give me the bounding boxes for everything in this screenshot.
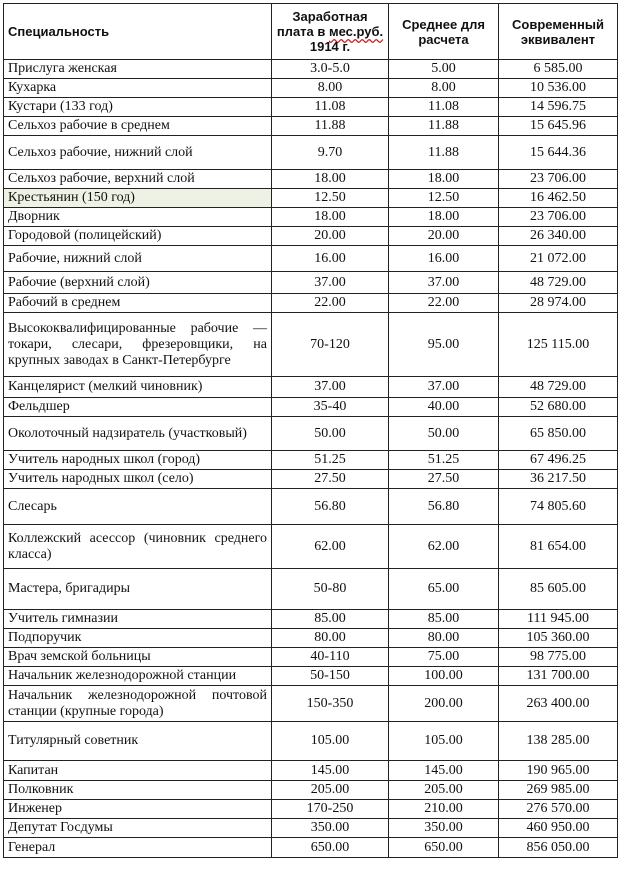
cell-modern: 460 950.00 (499, 819, 618, 838)
cell-salary: 205.00 (272, 781, 389, 800)
cell-specialty: Слесарь (4, 489, 272, 525)
header-average (389, 4, 499, 60)
cell-modern: 98 775.00 (499, 648, 618, 667)
cell-modern: 190 965.00 (499, 761, 618, 781)
cell-average: 80.00 (389, 629, 499, 648)
header-salary-line2: плата в (276, 24, 329, 39)
cell-specialty: Кухарка (4, 79, 272, 98)
cell-average: 22.00 (389, 294, 499, 313)
cell-average: 5.00 (389, 60, 499, 79)
header-specialty (4, 4, 272, 60)
table-row (4, 781, 618, 800)
cell-average: 62.00 (389, 525, 499, 569)
cell-salary: 51.25 (272, 451, 389, 470)
cell-specialty: Инженер (4, 800, 272, 819)
table-row (4, 569, 618, 610)
cell-modern: 52 680.00 (499, 398, 618, 417)
header-specialty-label: Специальность (8, 24, 110, 39)
cell-specialty: Учитель народных школ (село) (4, 470, 272, 489)
table-row (4, 417, 618, 451)
cell-specialty: Начальник железнодорожной станции (4, 667, 272, 686)
cell-modern: 85 605.00 (499, 569, 618, 610)
cell-specialty: Врач земской больницы (4, 648, 272, 667)
cell-average: 37.00 (389, 272, 499, 294)
cell-salary: 56.80 (272, 489, 389, 525)
table-row (4, 98, 618, 117)
table-row (4, 313, 618, 377)
cell-salary: 16.00 (272, 246, 389, 272)
cell-salary: 37.00 (272, 377, 389, 398)
cell-salary: 8.00 (272, 79, 389, 98)
cell-specialty: Крестьянин (150 год) (4, 189, 272, 208)
cell-specialty: Рабочие (верхний слой) (4, 272, 272, 294)
cell-specialty: Канцелярист (мелкий чиновник) (4, 377, 272, 398)
table-row (4, 246, 618, 272)
table-row (4, 838, 618, 858)
cell-average: 95.00 (389, 313, 499, 377)
cell-salary: 3.0-5.0 (272, 60, 389, 79)
cell-specialty: Сельхоз рабочие, верхний слой (4, 170, 272, 189)
table-row (4, 377, 618, 398)
cell-modern: 67 496.25 (499, 451, 618, 470)
table-row (4, 208, 618, 227)
cell-salary: 18.00 (272, 170, 389, 189)
cell-modern: 28 974.00 (499, 294, 618, 313)
table-header (4, 4, 618, 60)
cell-modern: 15 645.96 (499, 117, 618, 136)
cell-average: 50.00 (389, 417, 499, 451)
table-row (4, 648, 618, 667)
cell-modern: 16 462.50 (499, 189, 618, 208)
table-row (4, 800, 618, 819)
cell-specialty: Начальник железнодорожной почтовой станции (крупные города) (4, 686, 272, 722)
table-row (4, 470, 618, 489)
cell-modern: 111 945.00 (499, 610, 618, 629)
header-modern-equivalent (499, 4, 618, 60)
cell-salary: 650.00 (272, 838, 389, 858)
cell-salary: 50-80 (272, 569, 389, 610)
header-modern-line2: эквивалент (520, 31, 596, 47)
cell-specialty: Рабочие, нижний слой (4, 246, 272, 272)
cell-modern: 48 729.00 (499, 272, 618, 294)
cell-modern: 6 585.00 (499, 60, 618, 79)
cell-salary: 11.88 (272, 117, 389, 136)
cell-average: 75.00 (389, 648, 499, 667)
cell-modern: 138 285.00 (499, 722, 618, 761)
cell-specialty: Генерал (4, 838, 272, 858)
header-average-line2: расчета (418, 31, 469, 47)
cell-salary: 50-150 (272, 667, 389, 686)
cell-specialty: Полковник (4, 781, 272, 800)
cell-salary: 350.00 (272, 819, 389, 838)
table-row (4, 136, 618, 170)
cell-average: 12.50 (389, 189, 499, 208)
cell-salary: 105.00 (272, 722, 389, 761)
cell-salary: 11.08 (272, 98, 389, 117)
cell-average: 200.00 (389, 686, 499, 722)
table-row (4, 294, 618, 313)
table-row (4, 610, 618, 629)
table-row (4, 686, 618, 722)
cell-specialty: Городовой (полицейский) (4, 227, 272, 246)
cell-average: 56.80 (389, 489, 499, 525)
cell-average: 100.00 (389, 667, 499, 686)
table-row (4, 60, 618, 79)
cell-specialty: Высококвалифицированные рабочие — токари, слесари, фрезеровщики, на крупных заводах в Санкт-Петербурге (4, 313, 272, 377)
table-row (4, 79, 618, 98)
cell-modern: 23 706.00 (499, 170, 618, 189)
cell-modern: 10 536.00 (499, 79, 618, 98)
cell-modern: 48 729.00 (499, 377, 618, 398)
cell-specialty: Рабочий в среднем (4, 294, 272, 313)
cell-salary: 70-120 (272, 313, 389, 377)
cell-salary: 145.00 (272, 761, 389, 781)
header-salary-line3: 1914 г. (309, 39, 351, 54)
table-row (4, 761, 618, 781)
header-salary-1914 (272, 4, 389, 60)
cell-modern: 125 115.00 (499, 313, 618, 377)
cell-salary: 62.00 (272, 525, 389, 569)
cell-average: 85.00 (389, 610, 499, 629)
table-row (4, 272, 618, 294)
cell-salary: 27.50 (272, 470, 389, 489)
cell-average: 650.00 (389, 838, 499, 858)
cell-modern: 81 654.00 (499, 525, 618, 569)
header-row (4, 4, 618, 60)
cell-average: 16.00 (389, 246, 499, 272)
cell-specialty: Капитан (4, 761, 272, 781)
table-row (4, 398, 618, 417)
cell-average: 20.00 (389, 227, 499, 246)
cell-modern: 131 700.00 (499, 667, 618, 686)
cell-specialty: Учитель народных школ (город) (4, 451, 272, 470)
table-row (4, 629, 618, 648)
cell-salary: 40-110 (272, 648, 389, 667)
cell-average: 205.00 (389, 781, 499, 800)
cell-salary: 85.00 (272, 610, 389, 629)
cell-salary: 35-40 (272, 398, 389, 417)
cell-specialty: Фельдшер (4, 398, 272, 417)
cell-specialty: Мастера, бригадиры (4, 569, 272, 610)
table-row (4, 117, 618, 136)
cell-average: 350.00 (389, 819, 499, 838)
cell-modern: 14 596.75 (499, 98, 618, 117)
table-row (4, 189, 618, 208)
cell-salary: 18.00 (272, 208, 389, 227)
table-row (4, 819, 618, 838)
cell-modern: 21 072.00 (499, 246, 618, 272)
cell-average: 18.00 (389, 208, 499, 227)
cell-modern: 23 706.00 (499, 208, 618, 227)
cell-salary: 37.00 (272, 272, 389, 294)
cell-specialty: Коллежский асессор (чиновник среднего класса) (4, 525, 272, 569)
cell-average: 11.08 (389, 98, 499, 117)
cell-modern: 276 570.00 (499, 800, 618, 819)
cell-average: 11.88 (389, 117, 499, 136)
cell-specialty: Дворник (4, 208, 272, 227)
cell-salary: 50.00 (272, 417, 389, 451)
header-salary-spellcheck-mark: мес.руб. (328, 24, 384, 39)
cell-specialty: Прислуга женская (4, 60, 272, 79)
table-row (4, 525, 618, 569)
table-row (4, 451, 618, 470)
cell-average: 8.00 (389, 79, 499, 98)
cell-average: 27.50 (389, 470, 499, 489)
cell-specialty: Сельхоз рабочие, нижний слой (4, 136, 272, 170)
cell-salary: 20.00 (272, 227, 389, 246)
cell-modern: 263 400.00 (499, 686, 618, 722)
header-average-line1: Среднее для (402, 16, 485, 32)
cell-modern: 65 850.00 (499, 417, 618, 451)
cell-average: 105.00 (389, 722, 499, 761)
cell-specialty: Учитель гимназии (4, 610, 272, 629)
cell-specialty: Депутат Госдумы (4, 819, 272, 838)
cell-salary: 12.50 (272, 189, 389, 208)
cell-modern: 74 805.60 (499, 489, 618, 525)
cell-modern: 856 050.00 (499, 838, 618, 858)
cell-modern: 105 360.00 (499, 629, 618, 648)
wage-table (3, 3, 618, 858)
cell-modern: 15 644.36 (499, 136, 618, 170)
cell-salary: 150-350 (272, 686, 389, 722)
cell-salary: 170-250 (272, 800, 389, 819)
table-body (4, 60, 618, 858)
cell-specialty: Подпоручик (4, 629, 272, 648)
cell-average: 210.00 (389, 800, 499, 819)
cell-specialty: Кустари (133 год) (4, 98, 272, 117)
cell-average: 37.00 (389, 377, 499, 398)
cell-average: 51.25 (389, 451, 499, 470)
cell-average: 65.00 (389, 569, 499, 610)
cell-modern: 26 340.00 (499, 227, 618, 246)
cell-specialty: Околоточный надзиратель (участковый) (4, 417, 272, 451)
table-row (4, 722, 618, 761)
cell-specialty: Сельхоз рабочие в среднем (4, 117, 272, 136)
cell-modern: 269 985.00 (499, 781, 618, 800)
table-row (4, 227, 618, 246)
cell-salary: 22.00 (272, 294, 389, 313)
cell-average: 18.00 (389, 170, 499, 189)
cell-average: 11.88 (389, 136, 499, 170)
cell-average: 40.00 (389, 398, 499, 417)
table-row (4, 489, 618, 525)
table-row (4, 170, 618, 189)
header-salary-line1: Заработная (292, 9, 368, 24)
cell-salary: 80.00 (272, 629, 389, 648)
cell-average: 145.00 (389, 761, 499, 781)
cell-modern: 36 217.50 (499, 470, 618, 489)
table-row (4, 667, 618, 686)
header-modern-line1: Современный (512, 16, 604, 32)
cell-salary: 9.70 (272, 136, 389, 170)
cell-specialty: Титулярный советник (4, 722, 272, 761)
